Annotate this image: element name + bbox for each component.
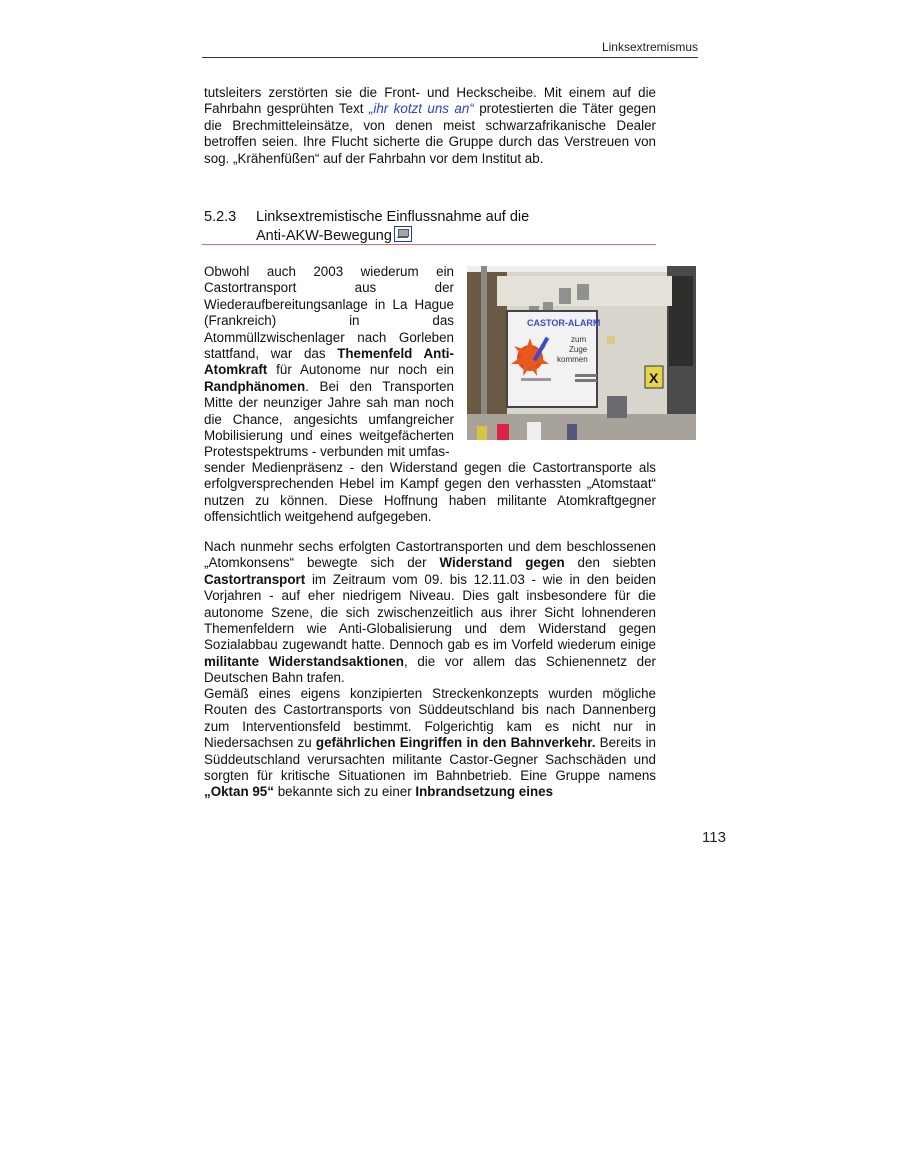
header-rule: [202, 57, 698, 58]
quoted-slogan[interactable]: „ihr kotzt uns an“: [368, 101, 474, 117]
paragraph-2: Obwohl auch 2003 wiederum ein Castortransport aus der Wiederaufbereitungsanlage in La Hague (Frankreich) in das Atommüllzwischenlager nach Gorleben stattfand, war das Themenfeld Anti-Atomkraft für Autonome nur noch ein Randphänomen. Bei den Transporten Mitte der neunziger Jahre sah man noch die Chance, angesichts umfangreicher Mobilisierung und eines weitgefächerten Protestspektrums - verbunden mit umfas-: [204, 264, 454, 460]
computer-icon[interactable]: [394, 226, 412, 242]
section-title-line2: Anti-AKW-Bewegung: [256, 228, 392, 244]
svg-text:kommen: kommen: [557, 355, 588, 364]
svg-text:Zuge: Zuge: [569, 345, 588, 354]
section-rule: [202, 244, 656, 245]
paragraph-3: Nach nunmehr sechs erfolgten Castortransporten und dem beschlossenen „Atomkonsens“ bewegte sich der Widerstand gegen den siebten Castortransport im Zeitraum vom 09. bis 12.11.03 - wie in den beiden Vorjahren - auf eher niedrigem Niveau. Dies galt insbesondere für die autonome Szene, die sich zwischenzeitlich aus ihrer Sicht lohnenderen Themenfeldern wie Anti-Globalisierung und dem Widerstand gegen Sozialabbau zugewandt hatte. Dennoch gab es im Vorfeld wiederum einige militante Widerstandsaktionen, die vor allem das Schienennetz der Deutschen Bahn trafen.: [204, 539, 656, 686]
page-number: 113: [702, 829, 726, 846]
poster-title: CASTOR-ALARM: [527, 318, 601, 328]
paragraph-1: tutsleiters zerstörten sie die Front- und Heckscheibe. Mit einem auf die Fahrbahn gesprühten Text „ihr kotzt uns an“ protestierten die Täter gegen die Brechmitteleinsätze, von denen meist schwarzafrikanische Dealer betroffen seien. Ihre Flucht sicherte die Gruppe durch das Verstreuen von sog. „Krähenfüßen“ auf der Fahrbahn vor dem Institut ab.: [204, 85, 657, 166]
paragraph-4: Gemäß eines eigens konzipierten Streckenkonzepts wurden mögliche Routen des Castortransports von Süddeutschland bis nach Dannenberg zum Interventionsfeld bestimmt. Folgerichtig kam es nicht nur in Niedersachsen zu gefährlichen Eingriffen in den Bahnverkehr. Bereits in Süddeutschland verursachten militante Castor-Gegner Sachschäden und sorgten für kritische Situationen im Bahnbetrieb. Eine Gruppe namens „Oktan 95“ bekannte sich zu einer Inbrandsetzung eines: [204, 686, 656, 800]
photo-castor-alarm-poster: [467, 266, 696, 440]
section-number: 5.2.3: [204, 209, 237, 225]
paragraph-2-continuation: sender Medienpräsenz - den Widerstand gegen die Castortransporte als erfolgversprechenden Hebel im Kampf gegen den verhassten „Atomstaat“ nutzen zu können. Diese Hoffnung haben militante Atomkraftgegner offensichtlich weitgehend aufgegeben.: [204, 460, 656, 525]
section-title-line1: Linksextremistische Einflussnahme auf die: [256, 209, 530, 225]
svg-text:zum: zum: [571, 335, 587, 344]
running-head: Linksextremismus: [601, 40, 698, 54]
sticker-x: X: [649, 370, 659, 386]
section-heading: [204, 208, 656, 245]
